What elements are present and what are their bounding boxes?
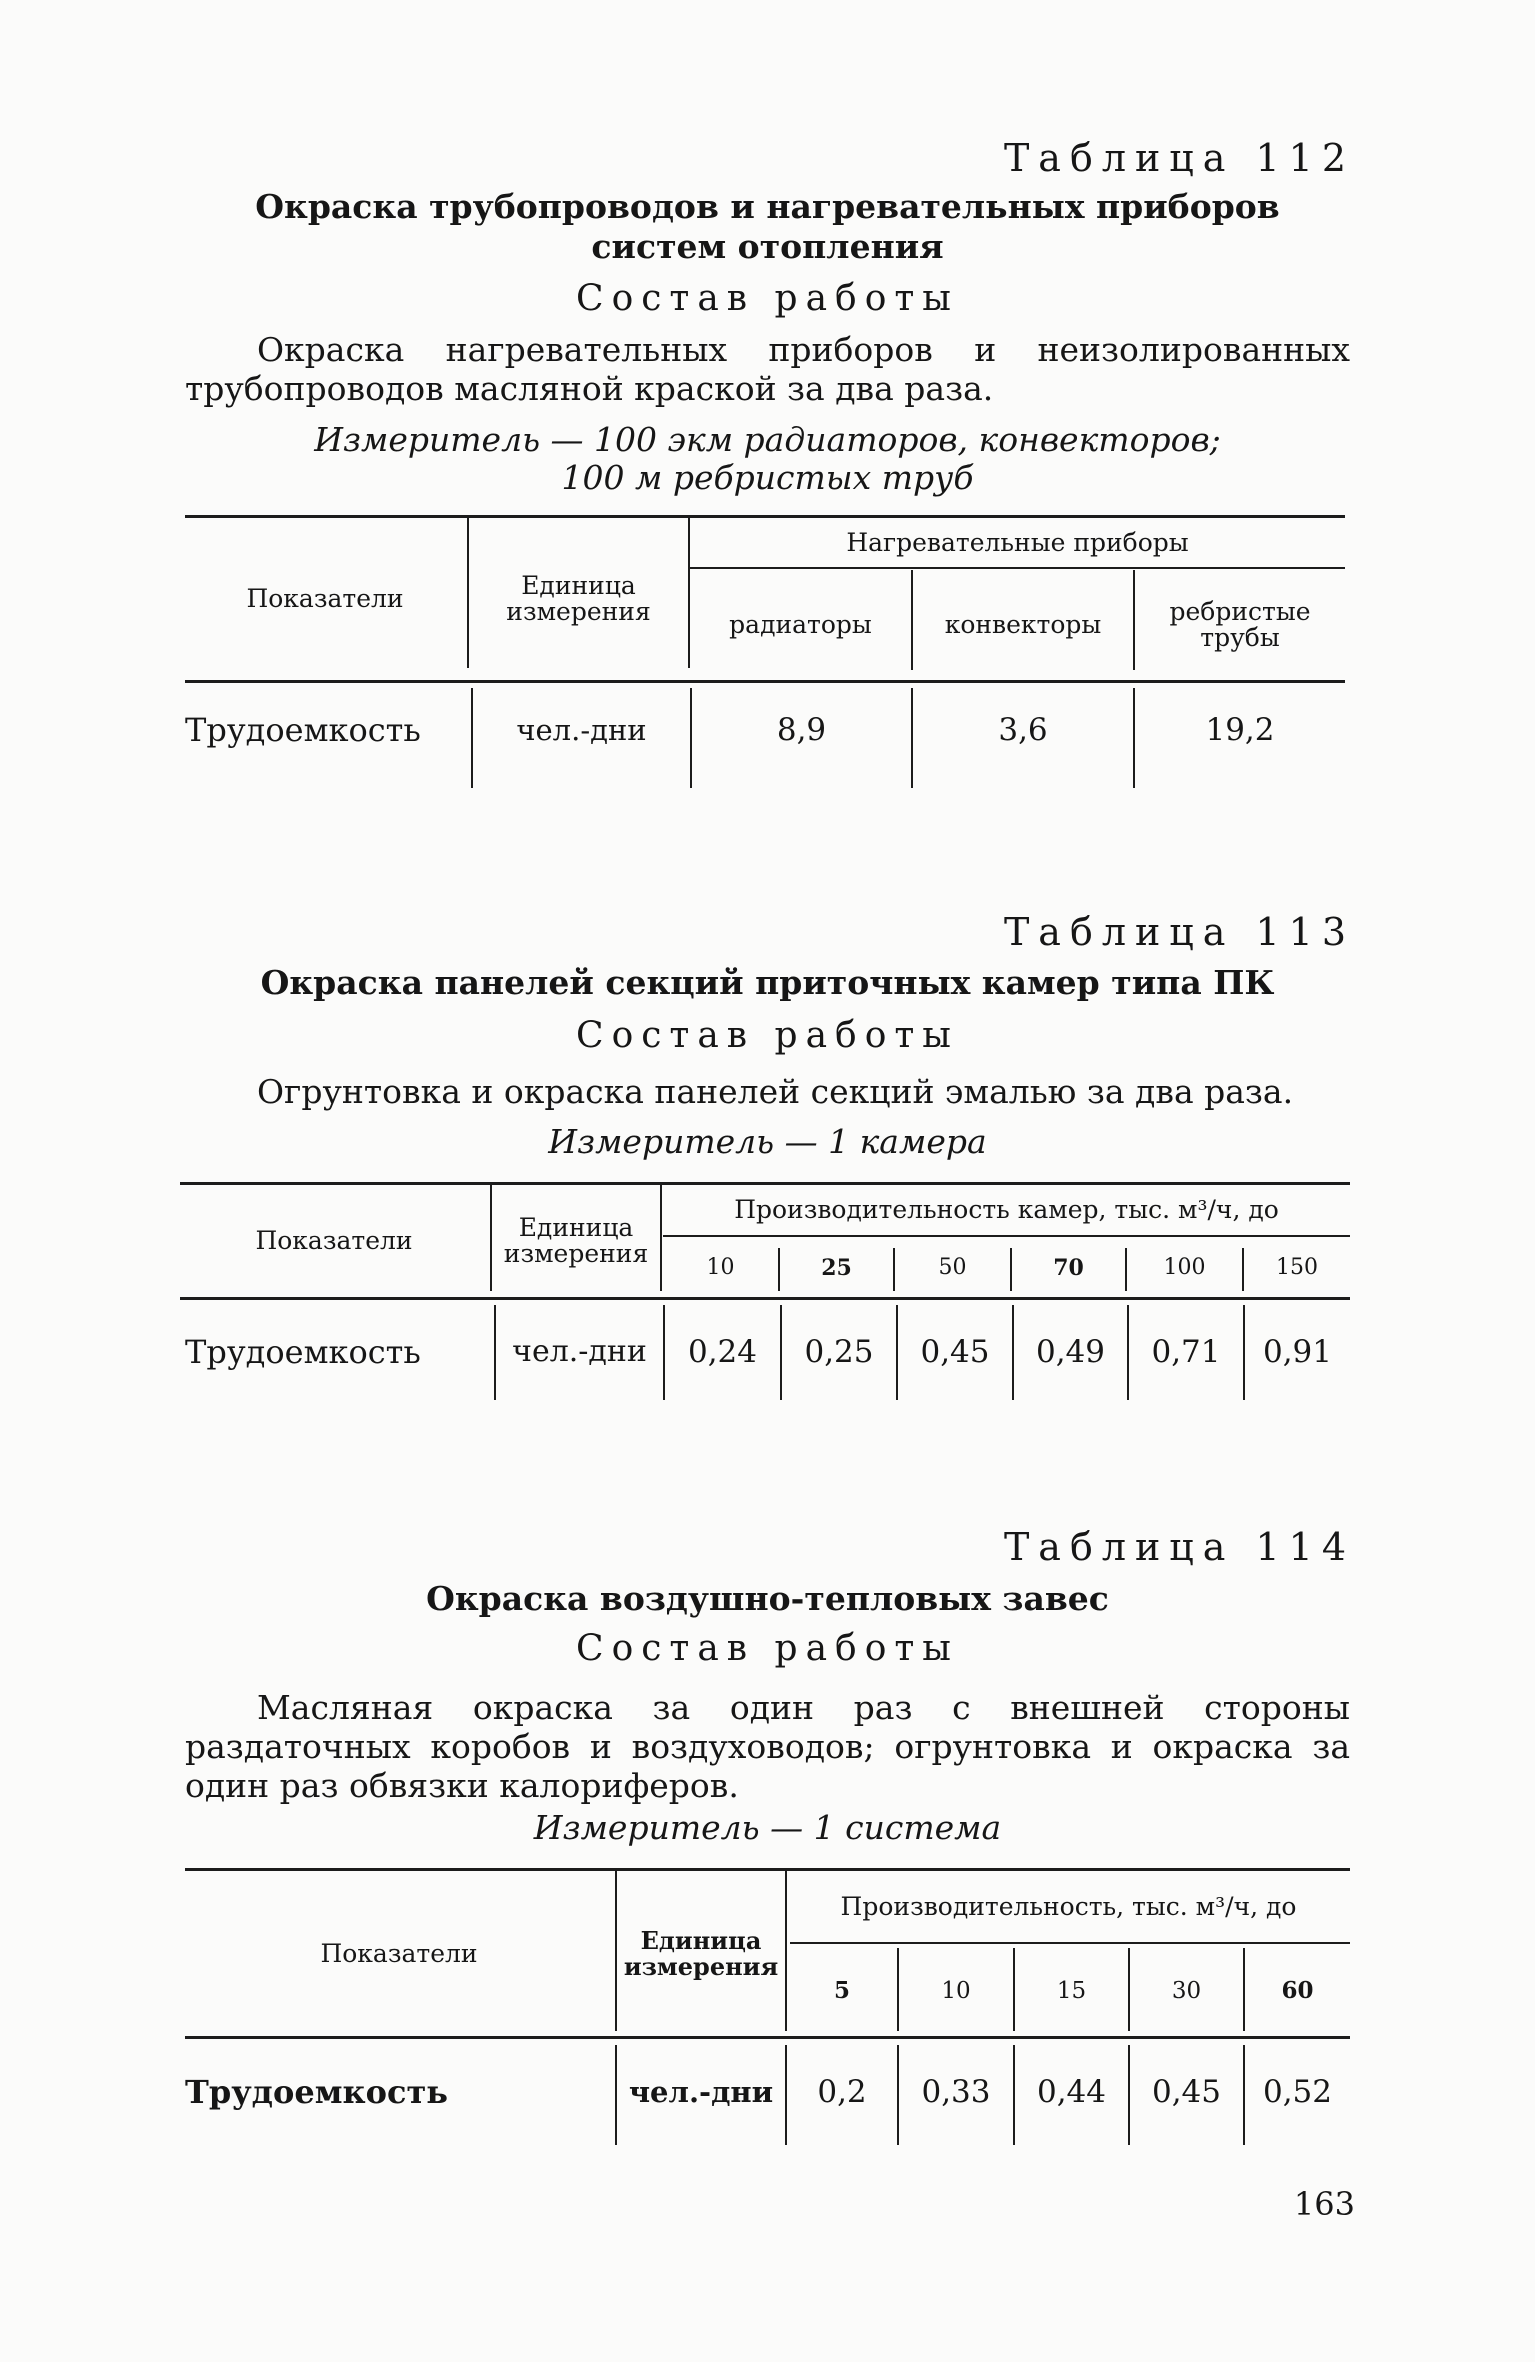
composition-heading: Состав работы	[576, 278, 959, 319]
header-col: 60	[1281, 1976, 1314, 2004]
cell-value: 0,91	[1262, 1334, 1333, 1370]
header-indicators: Показатели	[320, 1938, 478, 1968]
header-col: 5	[833, 1976, 850, 2004]
header-col: ребристые трубы	[1169, 597, 1311, 652]
header-indicators: Показатели	[246, 584, 404, 613]
table-number: Таблица 114	[1003, 1525, 1355, 1569]
table-number: Таблица 113	[1003, 910, 1355, 954]
row-label: Трудоемкость	[185, 2073, 448, 2111]
table-number: Таблица 112	[1003, 136, 1355, 180]
header-col: 100	[1163, 1254, 1206, 1280]
row-label: Трудоемкость	[185, 711, 421, 749]
header-col: радиаторы	[729, 610, 872, 639]
header-indicators: Показатели	[255, 1226, 413, 1255]
header-unit: Единица измерения	[503, 1213, 649, 1268]
cell-value: 0,45	[1151, 2074, 1222, 2110]
cell-value: 19,2	[1205, 712, 1275, 748]
measure-line-2: 100 м ребристых труб	[561, 458, 974, 497]
header-col: конвекторы	[944, 610, 1102, 639]
table-title-line2: систем отопления	[591, 227, 944, 266]
table-title: Окраска трубопроводов и нагревательных приборов	[255, 187, 1280, 226]
measure-line: Измеритель — 100 экм радиаторов, конвекторов;	[314, 420, 1221, 459]
header-col: 50	[938, 1254, 967, 1280]
table-title: Окраска панелей секций приточных камер типа ПК	[260, 963, 1275, 1002]
header-col: 10	[941, 1977, 971, 2004]
composition-heading: Состав работы	[576, 1015, 959, 1056]
header-unit: Единица измерения	[506, 571, 651, 626]
cell-value: 0,44	[1036, 2074, 1107, 2110]
header-group: Нагревательные приборы	[846, 527, 1189, 557]
header-col: 15	[1056, 1977, 1087, 2004]
header-col: 70	[1053, 1254, 1084, 1281]
row-unit: чел.-дни	[628, 2075, 774, 2109]
cell-value: 8,9	[776, 712, 827, 748]
cell-value: 0,45	[920, 1334, 990, 1370]
composition-text: Масляная окраска за один раз с внешней стороны раздаточных коробов и воздуховодов; огрунтовка и окраска за один раз обвязки калориферов.	[185, 1688, 1350, 1805]
cell-value: 0,24	[687, 1334, 758, 1370]
measure-line: Измеритель — 1 система	[533, 1808, 1002, 1847]
cell-value: 0,52	[1262, 2074, 1333, 2110]
cell-value: 0,71	[1151, 1334, 1221, 1370]
measure-line: Измеритель — 1 камера	[548, 1122, 987, 1161]
row-unit: чел.-дни	[512, 1334, 647, 1369]
row-unit: чел.-дни	[516, 713, 647, 747]
composition-heading: Состав работы	[576, 1628, 959, 1669]
header-col: 150	[1276, 1254, 1318, 1280]
cell-value: 0,49	[1035, 1334, 1106, 1370]
table-title: Окраска воздушно-тепловых завес	[426, 1579, 1109, 1618]
row-label: Трудоемкость	[185, 1333, 421, 1371]
composition-text: Окраска нагревательных приборов и неизолированных трубопроводов масляной краской за два раза.	[185, 330, 1350, 408]
header-col: 25	[821, 1254, 852, 1281]
composition-text: Огрунтовка и окраска панелей секций эмалью за два раза.	[257, 1072, 1294, 1111]
cell-value: 0,33	[921, 2074, 991, 2110]
page-number: 163	[1293, 2185, 1355, 2223]
cell-value: 3,6	[998, 712, 1048, 748]
header-col: 10	[706, 1254, 735, 1280]
header-group: Производительность, тыс. м³/ч, до	[840, 1891, 1297, 1921]
header-col: 30	[1171, 1977, 1202, 2004]
header-group: Производительность камер, тыс. м³/ч, до	[734, 1195, 1279, 1224]
cell-value: 0,2	[817, 2074, 867, 2110]
cell-value: 0,25	[804, 1334, 874, 1370]
header-unit: Единица измерения	[623, 1925, 779, 1981]
